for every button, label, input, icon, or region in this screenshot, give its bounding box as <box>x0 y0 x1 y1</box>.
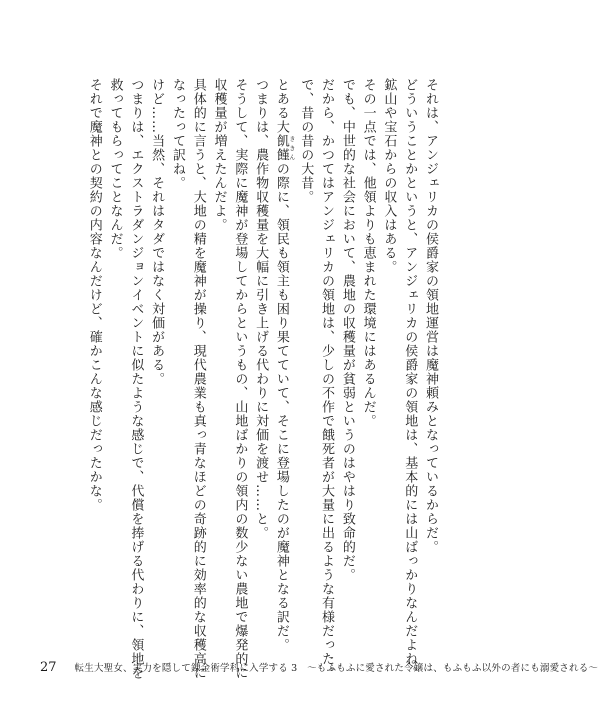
text-line: そうして、実際に魔神が登場してからというもの、山地ばかりの領内の数少ない農地で爆発的に <box>232 78 248 680</box>
running-head: 転生大聖女、実力を隠して錬金術学科に入学する 3 ～もふもふに愛された令嬢は、もふもふ以外の者にも溺愛される～ <box>74 663 598 674</box>
text-line: それは、アンジェリカの侯爵家の領地運営は魔神頼みとなっているからだ。 <box>423 78 438 554</box>
text-line: でも、中世的な社会において、農地の収穫量が貧弱というのはやはり致命的だ。 <box>339 78 355 582</box>
text-line: 収穫量が増えたんだよ。 <box>211 78 227 232</box>
page-number: 27 <box>40 660 57 675</box>
page-footer <box>40 660 598 676</box>
text-line: だから、かつてはアンジェリカの領地は、少しの不作で餓死者が大量に出るような有様だった。 <box>319 78 335 680</box>
text-line: なったって訳ね。 <box>169 78 185 190</box>
text-line: けど……当然、それはタダではなく対価がある。 <box>149 78 165 386</box>
text-line: 救ってもらってことなんだ。 <box>107 78 123 260</box>
text-line: で、昔の昔の大昔。 <box>298 78 314 204</box>
text-segment: とある大 <box>273 78 289 134</box>
text-line-with-ruby <box>270 78 295 652</box>
text-segment: の際に、領民も領主も困り果てていて、そこに登場したのが魔神となる訳だ。 <box>273 162 289 652</box>
text-line: つまりは、農作物収穫量を大幅に引き上げる代わりに対価を渡せ……と。 <box>253 78 269 540</box>
text-line: その一点では、他領よりも恵まれた環境にはあるんだ。 <box>360 78 376 428</box>
ruby-base: 飢饉 <box>273 134 289 162</box>
text-line: 具体的に言うと、大地の精を魔神が操り、現代農業も真っ青なほどの奇跡的に効率的な収穫高に <box>190 78 206 680</box>
text-line: それで魔神との契約の内容なんだけど、確かこんな感じだったかな。 <box>86 78 102 512</box>
text-line: 鉱山や宝石からの収入はある。 <box>381 78 397 274</box>
text-line: どういうことかというと、アンジェリカの侯爵家の領地は、基本的には山ばっかりなんだよね。 <box>402 78 418 680</box>
ruby-reading: ききん <box>287 134 295 162</box>
ruby-annotation <box>273 134 295 162</box>
text-line: つまりは、エクストラダンジョンイベントに似たような感じで、代償を捧げる代わりに、領地を <box>128 78 144 680</box>
